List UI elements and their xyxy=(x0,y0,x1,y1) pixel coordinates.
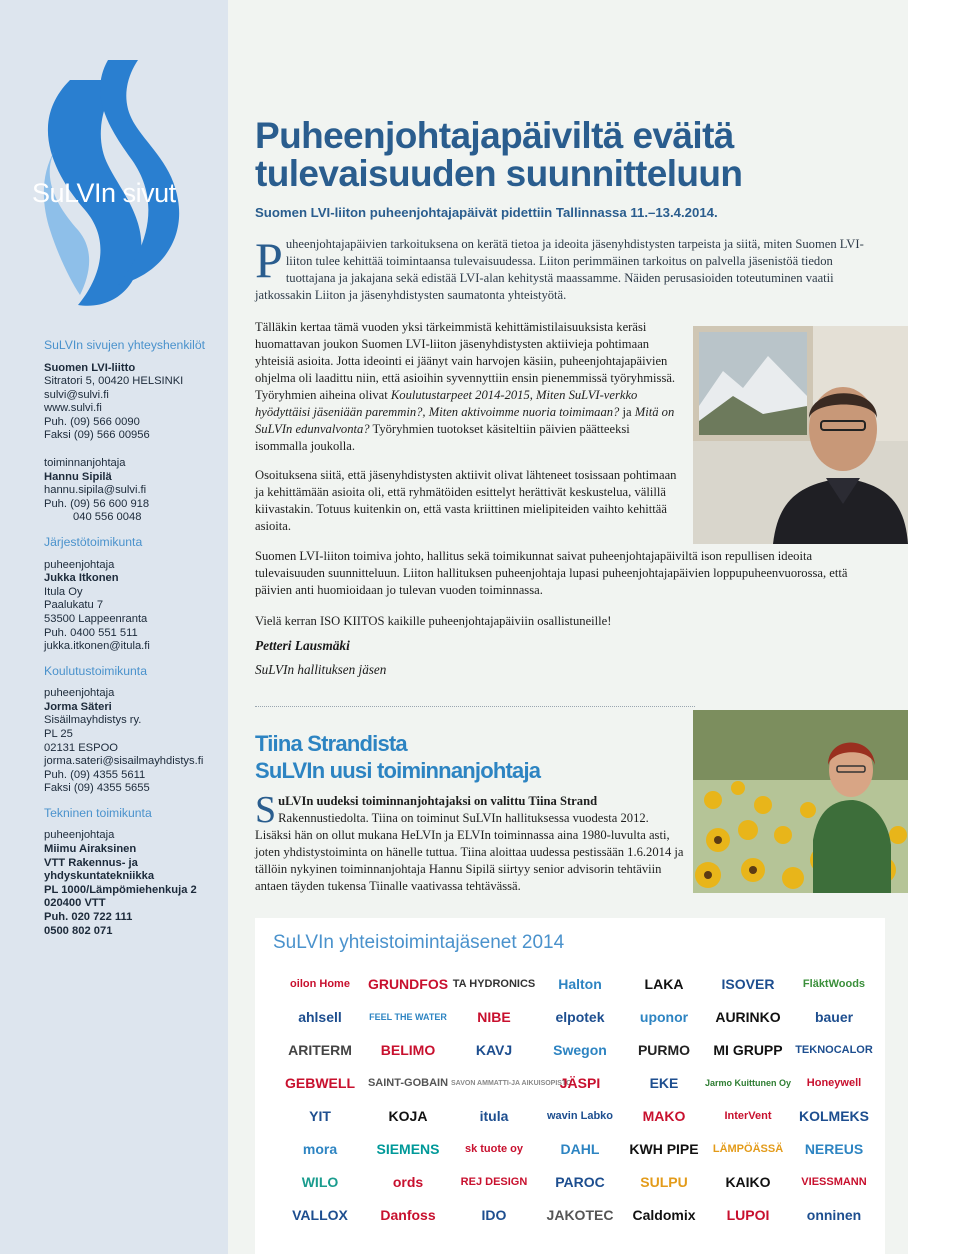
partner-logo-nereus: NEREUS xyxy=(804,1141,864,1157)
article-title-line1: Puheenjohtajapäiviltä eväitä xyxy=(255,115,734,156)
technical-committee-name: Miimu Airaksinen xyxy=(44,843,137,856)
partner-logo-fläktwoods: FläktWoods xyxy=(802,978,866,990)
org-phone: Puh. (09) 566 0090 xyxy=(44,415,140,428)
portrait-photo-tiina xyxy=(693,710,908,893)
article-title xyxy=(255,117,855,193)
partner-logo-grid xyxy=(255,964,885,1254)
partner-logo-purmo: PURMO xyxy=(637,1042,691,1058)
partner-logo-ords: ords xyxy=(392,1174,424,1190)
intro-text: uheenjohtajapäivien tarkoituksena on kerätä tietoa ja ideoita jäsenyhdistysten tarpeista ja siitä, miten Suomen LVI-liiton tulee kehittää toimintaansa tulevaisuudessa. Liiton perimmäinen tarkoitus on palvella jäsenistöä tiedon tuottajana ja jakajana sekä edistää LVI-alan kehitystä maassamme. Näiden perusasioiden toteutuminen vaatii jatkossakin Liiton ja jäsenyhdistysten saumatonta yhteistyötä. xyxy=(255,237,864,302)
article2-text: Rakennustiedolta. Tiina on toiminut SuLVIn hallituksessa vuodesta 2012. Lisäksi hän on ollut mukana HeLVIn ja ELVIn toiminnassa aina 1980-luvulta asti, joten yhdistystoiminta on hänelle tuttua. Tiina aloittaa uudessa pestissään 1.6.2014 ja tällöin nykyinen toiminnanjohtaja Hannu Sipilä siirtyy senior advisorin tehtäviin antaen täyden tukensa Tiinalle vaativassa tehtävässä. xyxy=(255,811,684,893)
partner-logo-jäspi: JÄSPI xyxy=(559,1075,601,1091)
partner-logo-kolmeks: KOLMEKS xyxy=(799,1108,869,1124)
director-name: Hannu Sipilä xyxy=(44,470,112,483)
technical-committee-role: puheenjohtaja xyxy=(44,829,115,842)
partner-logo-ta-hydronics: TA HYDRONICS xyxy=(452,978,536,990)
article-paragraph-3: Suomen LVI-liiton toimiva johto, hallitus sekä toimikunnat saivat puheenjohtajapäiviltä ison repullisen ideoita tulevaisuuden suunnitteluun. Liiton hallituksen puheenjohtaja lupasi puheenjohtajapäivien loppupuheenvuorossa, että päivien anti huomioidaan jo tulevan vuoden toiminnassa. xyxy=(255,549,848,597)
partner-logo-viessmann: VIESSMANN xyxy=(801,1176,867,1188)
p1-text-b: ja xyxy=(619,405,635,419)
partner-logo-uponor: uponor xyxy=(639,1009,689,1025)
technical-committee-box: PL 1000/Lämpömiehenkuja 2 xyxy=(44,883,197,896)
sidebar xyxy=(0,0,228,1254)
partner-logo-onninen: onninen xyxy=(806,1207,862,1223)
article2-title-line2: SuLVIn uusi toiminnanjohtaja xyxy=(255,758,541,783)
contacts-heading: SuLVIn sivujen yhteyshenkilöt xyxy=(44,338,206,352)
partner-logo-elpotek: elpotek xyxy=(555,1009,605,1025)
partner-logo-danfoss: Danfoss xyxy=(380,1207,436,1223)
contacts-panel xyxy=(44,338,224,938)
training-committee-heading: Koulutustoimikunta xyxy=(44,663,147,678)
org-committee-email-link[interactable]: jukka.itkonen@itula.fi xyxy=(44,640,150,653)
partner-logo-laka: LAKA xyxy=(644,976,684,992)
technical-committee-phone2: 0500 802 071 xyxy=(44,924,113,937)
partner-logo-grundfos: GRUNDFOS xyxy=(367,976,449,992)
partner-logo-siemens: SIEMENS xyxy=(376,1141,440,1157)
partner-logo-aurinko: AURINKO xyxy=(715,1009,781,1025)
partner-logo-lämpöässä: LÄMPÖÄSSÄ xyxy=(712,1143,784,1155)
technical-committee-company1: VTT Rakennus- ja xyxy=(44,856,138,869)
training-committee-name: Jorma Säteri xyxy=(44,700,112,713)
brand-title: SuLVIn sivut xyxy=(32,178,176,208)
training-committee-box: PL 25 xyxy=(44,727,73,740)
director-phone: Puh. (09) 56 600 918 xyxy=(44,497,150,510)
article-subtitle: Suomen LVI-liiton puheenjohtajapäivät pidettiin Tallinnassa 11.–13.4.2014. xyxy=(255,205,718,220)
partner-logo-bauer: bauer xyxy=(814,1009,854,1025)
org-committee-street: Paalukatu 7 xyxy=(44,599,104,612)
partner-logo-jarmo-kuittunen-oy: Jarmo Kuittunen Oy xyxy=(705,1078,792,1088)
technical-committee-heading: Tekninen toimikunta xyxy=(44,805,152,820)
partners-heading: SuLVIn yhteistoimintajäsenet 2014 xyxy=(273,932,565,953)
director-role: toiminnanjohtaja xyxy=(44,457,126,470)
p1-text-c: Työryhmien tuotokset käsiteltiin päivien päätteeksi isommalla joukolla. xyxy=(255,422,630,453)
partner-logo-halton: Halton xyxy=(558,976,602,992)
partner-logo-caldomix: Caldomix xyxy=(632,1207,696,1223)
org-name: Suomen LVI-liitto xyxy=(44,361,136,374)
partner-logo-yit: YIT xyxy=(309,1108,331,1124)
partner-logo-nibe: NIBE xyxy=(477,1009,511,1025)
partner-logo-belimo: BELIMO xyxy=(380,1042,436,1058)
partner-logo-saint-gobain: SAINT-GOBAIN xyxy=(367,1077,449,1089)
partner-logo-kavj: KAVJ xyxy=(475,1042,513,1058)
intro-dropcap: P xyxy=(255,232,283,288)
director-email-link[interactable]: hannu.sipila@sulvi.fi xyxy=(44,484,147,497)
partner-logo-wavin-labko: wavin Labko xyxy=(546,1110,614,1122)
partner-logo-kwh-pipe: KWH PIPE xyxy=(629,1141,699,1157)
org-committee-phone: Puh. 0400 551 511 xyxy=(44,626,138,639)
org-committee-role: puheenjohtaja xyxy=(44,558,115,571)
org-email-link[interactable]: sulvi@sulvi.fi xyxy=(44,388,109,401)
partner-logo-itula: itula xyxy=(479,1108,509,1124)
partner-logo-koja: KOJA xyxy=(388,1108,428,1124)
technical-committee-company2: yhdyskuntatekniikka xyxy=(44,870,155,883)
partner-logo-savon-ammatti-ja-aikuisopisto: SAVON AMMATTI-JA AIKUISOPISTO xyxy=(451,1080,572,1087)
partner-logo-mi-grupp: MI GRUPP xyxy=(713,1042,783,1058)
partner-logo-lupoi: LUPOI xyxy=(726,1207,770,1223)
partner-logo-vallox: VALLOX xyxy=(292,1207,348,1223)
training-committee-phone: Puh. (09) 4355 5611 xyxy=(44,768,146,781)
partner-logo-feel-the-water: FEEL THE WATER xyxy=(369,1012,447,1022)
partner-logo-isover: ISOVER xyxy=(721,976,775,992)
main-content xyxy=(228,0,960,1254)
partner-logo-sulpu: SULPU xyxy=(640,1174,688,1190)
partner-logo-ahlsell: ahlsell xyxy=(298,1009,342,1025)
article-paragraph-4: Vielä kerran ISO KIITOS kaikille puheenjohtajapäiviin osallistuneille! xyxy=(255,614,612,628)
org-committee-name: Jukka Itkonen xyxy=(44,572,119,585)
org-committee-heading: Järjestötoimikunta xyxy=(44,535,143,550)
org-fax: Faksi (09) 566 00956 xyxy=(44,429,150,442)
partner-logo-ariterm: ARITERM xyxy=(288,1042,352,1058)
article-paragraph-1 xyxy=(255,319,685,455)
training-committee-email-link[interactable]: jorma.sateri@sisailmayhdistys.fi xyxy=(44,755,204,768)
partner-logo-dahl: DAHL xyxy=(560,1141,600,1157)
article2-dropcap: S xyxy=(255,789,277,831)
signature-name: Petteri Lausmäki xyxy=(255,638,350,653)
technical-committee-phone: Puh. 020 722 111 xyxy=(44,911,133,923)
partner-logo-oilon-home: oilon Home xyxy=(290,978,350,990)
p1-topic-last: Mitä on SuLVIn edunvalvonta? xyxy=(255,405,675,436)
partner-logo-sk-tuote-oy: sk tuote oy xyxy=(464,1143,524,1155)
partner-logo-mora: mora xyxy=(302,1141,338,1157)
article-paragraph-2: Osoituksena siitä, että jäsenyhdistysten aktiivit olivat lähteneet tosissaan pohtimaan ja kehittämään asioita oli, että ryhmätöiden esittelyt herättivät keskustelua, välillä kiivastakin. Totuus kuitenkin on, että vasta kriittinen mielipiteiden vaihto kehittää asioita. xyxy=(255,468,677,533)
training-committee-city: 02131 ESPOO xyxy=(44,741,119,754)
partner-logo-rej-design: REJ DESIGN xyxy=(460,1176,528,1188)
partner-logo-swegon: Swegon xyxy=(553,1042,607,1058)
article-intro xyxy=(255,232,885,304)
partner-logo-paroc: PAROC xyxy=(555,1174,605,1190)
p1-topics: Koulutustarpeet 2014-2015, Miten SuLVI-verkko hyödyttäisi jäseniään paremmin?, Miten aktivoimme nuoria toimimaan? xyxy=(255,388,638,419)
article-title-line2: tulevaisuuden suunnitteluun xyxy=(255,153,743,194)
partner-logo-gebwell: GEBWELL xyxy=(285,1075,355,1091)
training-committee-company: Sisäilmayhdistys ry. xyxy=(44,714,142,727)
director-phone2: 040 556 0048 xyxy=(73,511,142,524)
org-committee-city: 53500 Lappeenranta xyxy=(44,612,148,625)
article2-body xyxy=(255,789,685,895)
partner-logo-eke: EKE xyxy=(649,1075,679,1091)
org-address: Sitratori 5, 00420 HELSINKI xyxy=(44,375,184,388)
partners-panel xyxy=(255,918,885,1254)
partner-logo-intervent: InterVent xyxy=(724,1110,772,1122)
training-committee-role: puheenjohtaja xyxy=(44,687,115,700)
signature-role: SuLVIn hallituksen jäsen xyxy=(255,662,387,677)
p1-text-a: Tälläkin kertaa tämä vuoden yksi tärkeimmistä kehittämistilaisuuksista keräsi huomattavan joukon Suomen LVI-liiton jäsenyhdistysten aktiivieja pohtimaan yhteisiä asioita. Jotta ideointi ei jäänyt vain harvojen käsiin, puheenjohtajapäivien ohjelma oli laadittu niin, että asioihin syvennyttiin ensin pienemmissä työryhmissä. Työryhmien aiheina olivat xyxy=(255,320,676,402)
partner-logo-kaiko: KAIKO xyxy=(725,1174,771,1190)
section-divider xyxy=(255,706,695,707)
partner-logo-honeywell: Honeywell xyxy=(806,1077,862,1089)
article2-lead: uLVIn uudeksi toiminnanjohtajaksi on valittu Tiina Strand xyxy=(278,794,598,808)
portrait-photo-petteri xyxy=(693,326,908,544)
article2-title-line1: Tiina Strandista xyxy=(255,731,407,756)
partner-logo-ido: IDO xyxy=(481,1207,507,1223)
technical-committee-city: 020400 VTT xyxy=(44,897,106,910)
article2-title xyxy=(255,730,540,784)
partner-logo-teknocalor: TEKNOCALOR xyxy=(795,1044,873,1056)
partner-logo-mako: MAKO xyxy=(642,1108,686,1124)
partner-logo-jakotec: JAKOTEC xyxy=(546,1207,614,1223)
partner-logo-wilo: WILO xyxy=(301,1174,339,1190)
training-committee-fax: Faksi (09) 4355 5655 xyxy=(44,782,150,795)
sulvi-logo xyxy=(0,60,228,320)
org-committee-company: Itula Oy xyxy=(44,585,83,598)
org-web-link[interactable]: www.sulvi.fi xyxy=(44,402,102,415)
